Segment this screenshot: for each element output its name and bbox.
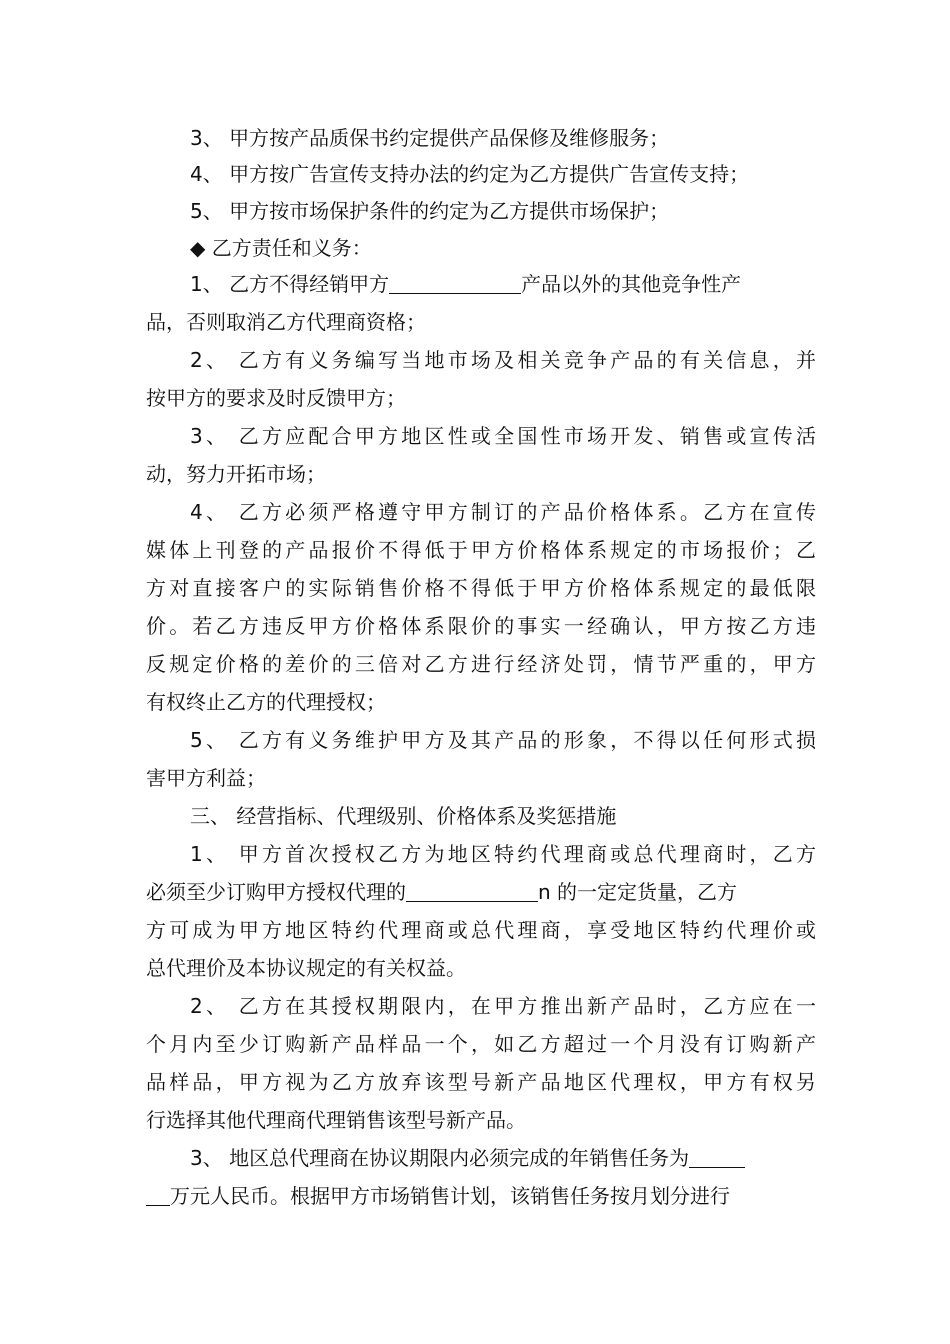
line-text: n 的一定定货量，乙方: [538, 880, 738, 904]
paragraph-line: 4、 乙方必须严格遵守甲方制订的产品价格体系。乙方在宣传: [190, 500, 816, 524]
line-text: 3、 地区总代理商在协议期限内必须完成的年销售任务为: [190, 1146, 690, 1170]
fill-in-blank: [689, 1145, 745, 1168]
paragraph-line-with-blank: [146, 874, 816, 910]
paragraph-line: 行选择其他代理商代理销售该型号新产品。: [146, 1108, 526, 1132]
paragraph-line: 3、 乙方应配合甲方地区性或全国性市场开发、销售或宣传活: [190, 424, 816, 448]
paragraph-line: 2、 乙方在其授权期限内，在甲方推出新产品时，乙方应在一: [190, 994, 816, 1018]
paragraph-line: 5、 甲方按市场保护条件的约定为乙方提供市场保护；: [190, 199, 670, 223]
paragraph-line: 害甲方利益；: [146, 766, 266, 790]
paragraph-line: 1、 甲方首次授权乙方为地区特约代理商或总代理商时，乙方: [190, 842, 816, 866]
paragraph-line: 品样品，甲方视为乙方放弃该型号新产品地区代理权，甲方有权另: [146, 1070, 816, 1094]
paragraph-line: 有权终止乙方的代理授权；: [146, 690, 386, 714]
paragraph-line: 2、 乙方有义务编写当地市场及相关竞争产品的有关信息，并: [190, 348, 816, 372]
paragraph-line-with-blank: [146, 1178, 816, 1214]
paragraph-line: 反规定价格的差价的三倍对乙方进行经济处罚，情节严重的，甲方: [146, 652, 816, 676]
paragraph-line: 价。若乙方违反甲方价格体系限价的事实一经确认，甲方按乙方违: [146, 614, 816, 638]
line-text: 1、 乙方不得经销甲方: [190, 272, 390, 296]
paragraph-line: 媒体上刊登的产品报价不得低于甲方价格体系规定的市场报价；乙: [146, 538, 816, 562]
fill-in-blank: [389, 271, 521, 294]
paragraph-line: 4、 甲方按广告宣传支持办法的约定为乙方提供广告宣传支持；: [190, 162, 750, 186]
section-heading-three: 三、 经营指标、代理级别、价格体系及奖惩措施: [190, 804, 617, 828]
line-text: 产品以外的其他竞争性产: [521, 272, 742, 296]
paragraph-line: 3、 甲方按产品质保书约定提供产品保修及维修服务；: [190, 126, 670, 150]
fill-in-blank: [146, 1183, 170, 1206]
paragraph-line: 按甲方的要求及时反馈甲方；: [146, 386, 406, 410]
fill-in-blank: [406, 879, 538, 902]
paragraph-line: 品，否则取消乙方代理商资格；: [146, 310, 426, 334]
paragraph-line: 个月内至少订购新产品样品一个，如乙方超过一个月没有订购新产: [146, 1032, 816, 1056]
section-heading-party-b-duties: ◆ 乙方责任和义务：: [190, 236, 372, 260]
paragraph-line: 总代理价及本协议规定的有关权益。: [146, 956, 466, 980]
paragraph-line-with-blank: [190, 1140, 816, 1176]
paragraph-line: 5、 乙方有义务维护甲方及其产品的形象，不得以任何形式损: [190, 728, 816, 752]
paragraph-line: 动，努力开拓市场；: [146, 462, 326, 486]
paragraph-line-with-blank: [190, 266, 816, 302]
line-text: 万元人民币。根据甲方市场销售计划，该销售任务按月划分进行: [170, 1184, 730, 1208]
paragraph-line: 方对直接客户的实际销售价格不得低于甲方价格体系规定的最低限: [146, 576, 816, 600]
line-text: 必须至少订购甲方授权代理的: [146, 880, 406, 904]
paragraph-line: 方可成为甲方地区特约代理商或总代理商，享受地区特约代理价或: [146, 918, 816, 942]
